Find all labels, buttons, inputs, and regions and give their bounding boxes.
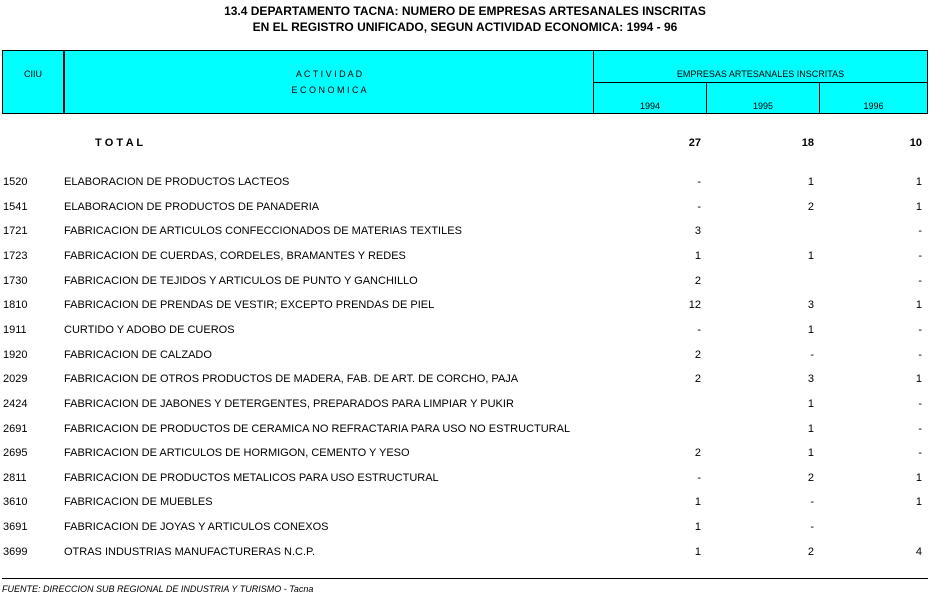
footer-divider <box>2 578 928 579</box>
row-activity: ELABORACION DE PRODUCTOS DE PANADERIA <box>64 200 320 213</box>
header-divider <box>63 51 65 113</box>
row-activity: FABRICACION DE PRODUCTOS DE CERAMICA NO REFRACTARIA PARA USO NO ESTRUCTURAL <box>64 422 571 435</box>
row-value-1995: 3 <box>807 299 814 312</box>
row-value-1996: 4 <box>915 545 922 558</box>
row-value-1994: 1 <box>694 496 701 509</box>
row-value-1995: 2 <box>807 471 814 484</box>
total-1994: 27 <box>688 137 701 149</box>
row-activity: FABRICACION DE PRENDAS DE VESTIR; EXCEPTO PRENDAS DE PIEL <box>64 299 435 312</box>
table-header <box>2 50 928 114</box>
header-empresas: EMPRESAS ARTESANALES INSCRITAS <box>676 69 845 79</box>
row-ciiu-code: 1520 <box>3 176 28 188</box>
total-1996: 10 <box>909 137 922 149</box>
row-value-1996: 1 <box>915 176 922 188</box>
row-activity: CURTIDO Y ADOBO DE CUEROS <box>64 323 235 336</box>
row-value-1996: - <box>918 348 922 361</box>
row-ciiu-code: 1721 <box>3 225 28 238</box>
row-ciiu-code: 1541 <box>3 200 28 213</box>
row-activity: FABRICACION DE ARTICULOS CONFECCIONADOS DE MATERIAS TEXTILES <box>64 225 462 238</box>
row-ciiu-code: 3691 <box>3 521 28 534</box>
row-value-1995: 1 <box>807 323 814 336</box>
row-activity: FABRICACION DE CUERDAS, CORDELES, BRAMANTES Y REDES <box>64 249 406 262</box>
row-value-1996: 1 <box>915 496 922 509</box>
row-value-1996: - <box>918 447 922 460</box>
row-value-1995: 2 <box>807 200 814 213</box>
row-ciiu-code: 2691 <box>3 422 28 435</box>
row-value-1995: 1 <box>807 249 814 262</box>
row-value-1995: 1 <box>807 176 814 188</box>
row-value-1995: 1 <box>807 447 814 460</box>
row-value-1996: - <box>918 397 922 410</box>
row-ciiu-code: 3610 <box>3 496 28 509</box>
row-value-1994: 1 <box>694 521 701 534</box>
row-value-1994: 2 <box>694 348 701 361</box>
row-ciiu-code: 1730 <box>3 274 28 287</box>
row-ciiu-code: 2029 <box>3 373 28 386</box>
header-year-1995: 1995 <box>752 101 774 111</box>
page-subtitle: EN EL REGISTRO UNIFICADO, SEGUN ACTIVIDAD ECONOMICA: 1994 - 96 <box>252 20 678 34</box>
row-activity: FABRICACION DE CALZADO <box>64 348 212 361</box>
row-ciiu-code: 2424 <box>3 397 28 410</box>
row-value-1994: 2 <box>694 274 701 287</box>
row-activity: OTRAS INDUSTRIAS MANUFACTURERAS N.C.P. <box>64 545 315 558</box>
row-activity: FABRICACION DE MUEBLES <box>64 496 213 509</box>
header-ciiu: CIIU <box>24 69 42 79</box>
row-value-1996: - <box>918 422 922 435</box>
row-value-1996: 1 <box>915 373 922 386</box>
row-value-1995: 2 <box>807 545 814 558</box>
header-year-1994: 1994 <box>639 101 661 111</box>
row-value-1994: 1 <box>694 545 701 558</box>
row-activity: FABRICACION DE TEJIDOS Y ARTICULOS DE PUNTO Y GANCHILLO <box>64 274 418 287</box>
row-ciiu-code: 1723 <box>3 249 28 262</box>
row-ciiu-code: 1810 <box>3 299 28 312</box>
row-value-1994: 2 <box>694 373 701 386</box>
row-value-1994: - <box>697 176 701 188</box>
row-value-1996: 1 <box>915 299 922 312</box>
row-value-1994: - <box>697 200 701 213</box>
row-ciiu-code: 3699 <box>3 545 28 558</box>
row-ciiu-code: 2695 <box>3 447 28 460</box>
header-actividad: A C T I V I D A D <box>295 69 363 79</box>
row-value-1996: - <box>918 323 922 336</box>
row-ciiu-code: 2811 <box>3 471 27 484</box>
total-1995: 18 <box>801 137 814 149</box>
header-economica: E C O N O M I C A <box>291 85 367 95</box>
row-activity: FABRICACION DE JABONES Y DETERGENTES, PREPARADOS PARA LIMPIAR Y PUKIR <box>64 397 514 410</box>
row-value-1996: - <box>918 249 922 262</box>
row-activity: FABRICACION DE PRODUCTOS METALICOS PARA USO ESTRUCTURAL <box>64 471 439 484</box>
source-note: FUENTE: DIRECCION SUB REGIONAL DE INDUSTRIA Y TURISMO - Tacna <box>2 584 314 594</box>
row-activity: ELABORACION DE PRODUCTOS LACTEOS <box>64 176 290 188</box>
row-value-1995: 3 <box>807 373 814 386</box>
row-value-1995: - <box>810 348 814 361</box>
row-value-1996: 1 <box>915 200 922 213</box>
row-value-1994: 1 <box>694 249 701 262</box>
total-label: T O T A L <box>95 137 144 149</box>
row-activity: FABRICACION DE ARTICULOS DE HORMIGON, CEMENTO Y YESO <box>64 447 410 460</box>
row-activity: FABRICACION DE JOYAS Y ARTICULOS CONEXOS <box>64 521 329 534</box>
row-value-1994: - <box>697 471 701 484</box>
row-value-1994: 3 <box>694 225 701 238</box>
row-value-1995: - <box>810 521 814 534</box>
row-value-1995: 1 <box>807 422 814 435</box>
header-divider <box>593 82 927 83</box>
row-value-1996: 1 <box>915 471 922 484</box>
row-value-1994: 2 <box>694 447 701 460</box>
row-value-1995: - <box>810 496 814 509</box>
row-value-1994: 12 <box>688 299 701 312</box>
page-title: 13.4 DEPARTAMENTO TACNA: NUMERO DE EMPRESAS ARTESANALES INSCRITAS <box>224 4 706 18</box>
row-activity: FABRICACION DE OTROS PRODUCTOS DE MADERA, FAB. DE ART. DE CORCHO, PAJA <box>64 373 519 386</box>
header-year-1996: 1996 <box>863 101 884 111</box>
row-value-1994: - <box>697 323 701 336</box>
row-value-1995: 1 <box>807 397 814 410</box>
row-value-1996: - <box>918 225 922 238</box>
row-ciiu-code: 1911 <box>3 323 27 336</box>
row-value-1996: - <box>918 274 922 287</box>
row-ciiu-code: 1920 <box>3 348 28 361</box>
